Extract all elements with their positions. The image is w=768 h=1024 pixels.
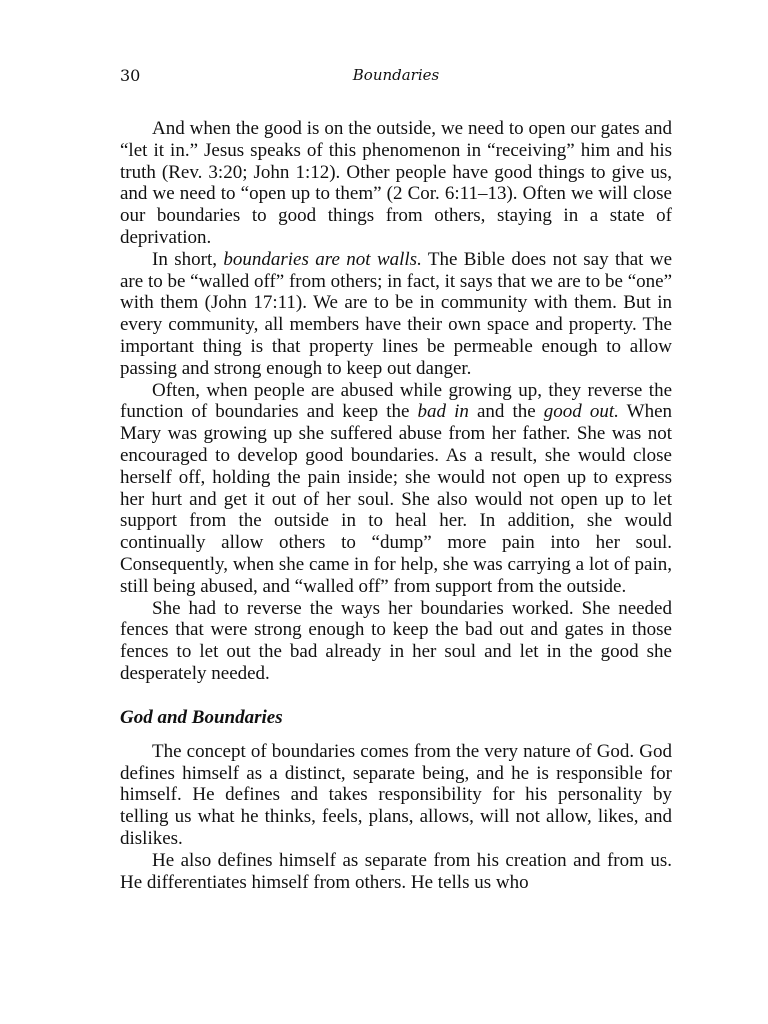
text-run: In short, (152, 248, 224, 270)
running-head (120, 64, 672, 92)
paragraph (120, 741, 672, 850)
section-heading: God and Boundaries (120, 706, 283, 728)
paragraph (120, 118, 672, 249)
italic-text: bad in (417, 401, 469, 423)
text-run: The Bible does not say that we are to be “walled off” from others; in fact, it says that we are to be “one” with them (John 17:11). We are to be in community with them. But in every community, all members have their own space and property. The important thing is that property lines be permeable enough to allow passing and strong enough to keep out danger. (120, 248, 673, 379)
text-run: Often, when people are abused while growing up, they reverse the function of boundaries and keep the (120, 379, 672, 423)
paragraph (120, 380, 672, 598)
paragraphs-before-heading (120, 118, 672, 685)
body-text (120, 118, 672, 893)
text-run: The concept of boundaries comes from the very nature of God. God defines himself as a distinct, separate being, and he is responsible for himself. He defines and takes responsibility for his personality by telling us what he thinks, feels, plans, allows, will not allow, likes, and dislikes. (120, 740, 672, 849)
text-run: She had to reverse the ways her boundaries worked. She needed fences that were strong enough to keep the bad out and gates in those fences to let out the bad already in her soul and let in the good she desperately needed. (120, 597, 672, 684)
page-number: 30 (120, 66, 141, 85)
text-run: and the (468, 401, 544, 423)
running-title: Boundaries (352, 66, 440, 84)
text-run: When Mary was growing up she suffered abuse from her father. She was not encouraged to develop good boundaries. As a result, she would close herself off, holding the pain inside; she would not open up to express her hurt and get it out of her soul. She also would not open up to let support from the outside in to heal her. In addition, she would continually allow others to “dump” more pain into her soul. Consequently, when she came in for help, she was carrying a lot of pain, still being abused, and “walled off” from support from the outside. (120, 401, 673, 597)
text-run: He also defines himself as separate from his creation and from us. He differentiates himself from others. He tells us who (120, 849, 672, 893)
paragraph (120, 249, 672, 380)
italic-text: boundaries are not walls. (223, 248, 422, 270)
paragraphs-after-heading (120, 741, 672, 894)
paragraph (120, 850, 672, 894)
paragraph (120, 598, 672, 685)
text-run: And when the good is on the outside, we need to open our gates and “let it in.” Jesus speaks of this phenomenon in “receiving” him and his truth (Rev. 3:20; John 1:12). Other people have good things to give us, and we need to “open up to them” (2 Cor. 6:11–13). Often we will close our boundaries to good things from others, staying in a state of deprivation. (120, 118, 672, 248)
book-page (120, 64, 672, 893)
italic-text: good out. (543, 401, 619, 423)
